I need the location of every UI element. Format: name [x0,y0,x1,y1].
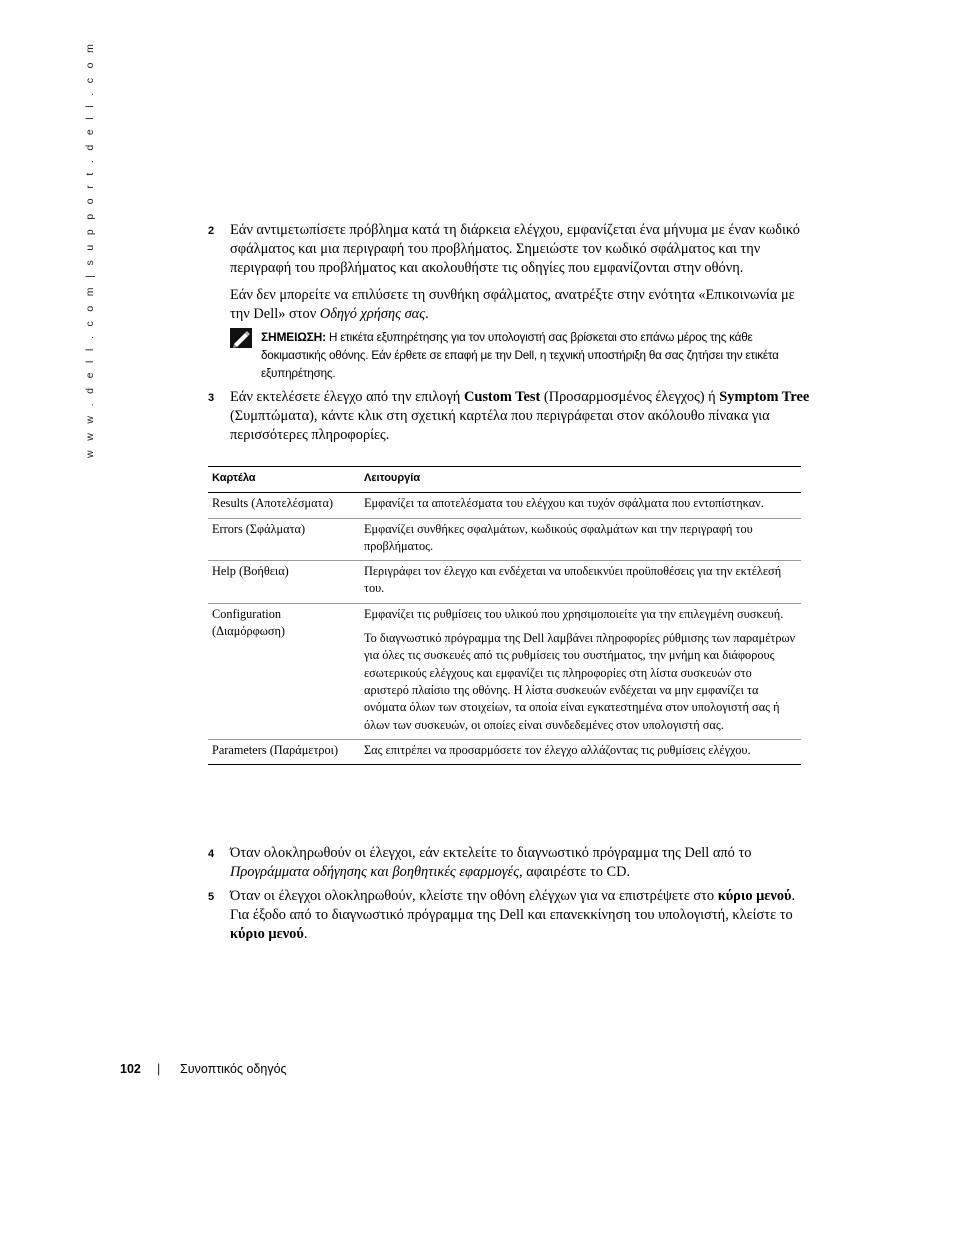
side-url: w w w . d e l l . c o m | s u p p o r t . d e l l . c o m [84,40,96,458]
note [230,328,815,383]
main-menu-label: κύριο μενού [717,888,792,904]
tabs-table [208,466,801,765]
step-2 [208,221,813,324]
tab-name: Results (Αποτελέσματα) [208,493,360,518]
column-header-function: Λειτουργία [360,467,801,493]
symptom-tree-label: Symptom Tree [719,389,810,405]
table-row [208,739,801,764]
step-4 [208,844,813,882]
table-row [208,561,801,604]
tab-name: Errors (Σφάλματα) [208,518,360,561]
step-5-text: Όταν οι έλεγχοι ολοκληρωθούν, κλείστε την οθόνη ελέγχων για να επιστρέψετε στο κύριο μενού. Για έξοδο από το διαγνωστικό πρόγραμμα της Dell και επανεκκίνηση του υπολογιστή, κλείστε το κύριο μενού. [230,888,796,942]
tab-name: Configuration (Διαμόρφωση) [208,603,360,739]
step-number: 2 [208,225,215,237]
step-4-text: Όταν ολοκληρωθούν οι έλεγχοι, εάν εκτελείτε το διαγνωστικό πρόγραμμα της Dell από το Προγράμματα οδήγησης και βοηθητικές εφαρμογές, αφαιρέστε το CD. [230,845,752,880]
footer-separator: | [157,1062,161,1076]
step-3 [208,388,813,445]
table-header-row [208,467,801,493]
step-number: 4 [208,848,215,860]
page-footer [120,1062,287,1076]
table-row [208,603,801,739]
tab-name: Help (Βοήθεια) [208,561,360,604]
step-5 [208,887,813,944]
footer-title: Συνοπτικός οδηγός [180,1062,287,1076]
tab-description: Περιγράφει τον έλεγχο και ενδέχεται να υποδεικνύει προϋποθέσεις για την εκτέλεσή του. [360,561,801,604]
column-header-tab: Καρτέλα [208,467,360,493]
step-3-text: Εάν εκτελέσετε έλεγχο από την επιλογή Custom Test (Προσαρμοσμένος έλεγχος) ή Symptom Tree (Συμπτώματα), κάντε κλικ στη σχετική καρτέλα που περιγράφεται στον ακόλουθο πίνακα για περισσότερες πληροφορίες. [230,389,810,443]
step-number: 5 [208,891,215,903]
table-row [208,493,801,518]
table-row [208,518,801,561]
tab-name: Parameters (Παράμετροι) [208,739,360,764]
note-label: ΣΗΜΕΙΩΣΗ: [261,330,326,344]
tab-description: Σας επιτρέπει να προσαρμόσετε τον έλεγχο αλλάζοντας τις ρυθμίσεις ελέγχου. [360,739,801,764]
pencil-note-icon [230,328,252,348]
page-number: 102 [120,1062,141,1076]
note-text: ΣΗΜΕΙΩΣΗ: Η ετικέτα εξυπηρέτησης για τον υπολογιστή σας βρίσκεται στο επάνω μέρος της κάθε δοκιμαστικής οθόνης. Εάν έρθετε σε επαφή με την Dell, η τεχνική υποστήριξη θα σας ζητήσει την ετικέτα εξυπηρέτησης. [261,330,779,380]
tab-description: Εμφανίζει τις ρυθμίσεις του υλικού που χρησιμοποιείτε για την επιλεγμένη συσκευή. Το διαγνωστικό πρόγραμμα της Dell λαμβάνει πληροφορίες ρύθμισης των παραμέτρων για όλες τις συσκευές από τις ρυθμίσεις του συστήματος, την μνήμη και διάφορους εσωτερικούς ελέγχους και εμφανίζει τις πληροφορίες στη λίστα συσκευών στο αριστερό πλαίσιο της οθόνης. Η λίστα συσκευών ενδέχεται να μην εμφανίζει τα ονόματα όλων των στοιχείων, τα οποία είναι εγκατεστημένα στον υπολογιστή σας ή όλων των συσκευών, οι οποίες είναι συνδεδεμένες στον υπολογιστή σας. [360,603,801,739]
step-2-text-2: Εάν δεν μπορείτε να επιλύσετε τη συνθήκη σφάλματος, ανατρέξτε στην ενότητα «Επικοινωνία με την Dell» στον Οδηγό χρήσης σας. [230,287,795,322]
step-number: 3 [208,392,215,404]
step-2-text: Εάν αντιμετωπίσετε πρόβλημα κατά τη διάρκεια ελέγχου, εμφανίζεται ένα μήνυμα με έναν κωδικό σφάλματος και μια περιγραφή του προβλήματος. Σημειώστε τον κωδικό σφάλματος και την περιγραφή του προβλήματος και ακολουθήστε τις οδηγίες που εμφανίζονται στην οθόνη. [230,222,800,276]
tab-description: Εμφανίζει συνθήκες σφαλμάτων, κωδικούς σφαλμάτων και την περιγραφή του προβλήματος. [360,518,801,561]
main-menu-label: κύριο μενού [230,926,304,942]
custom-test-label: Custom Test [463,389,541,405]
tab-description: Εμφανίζει τα αποτελέσματα του ελέγχου και τυχόν σφάλματα που εντοπίστηκαν. [360,493,801,518]
